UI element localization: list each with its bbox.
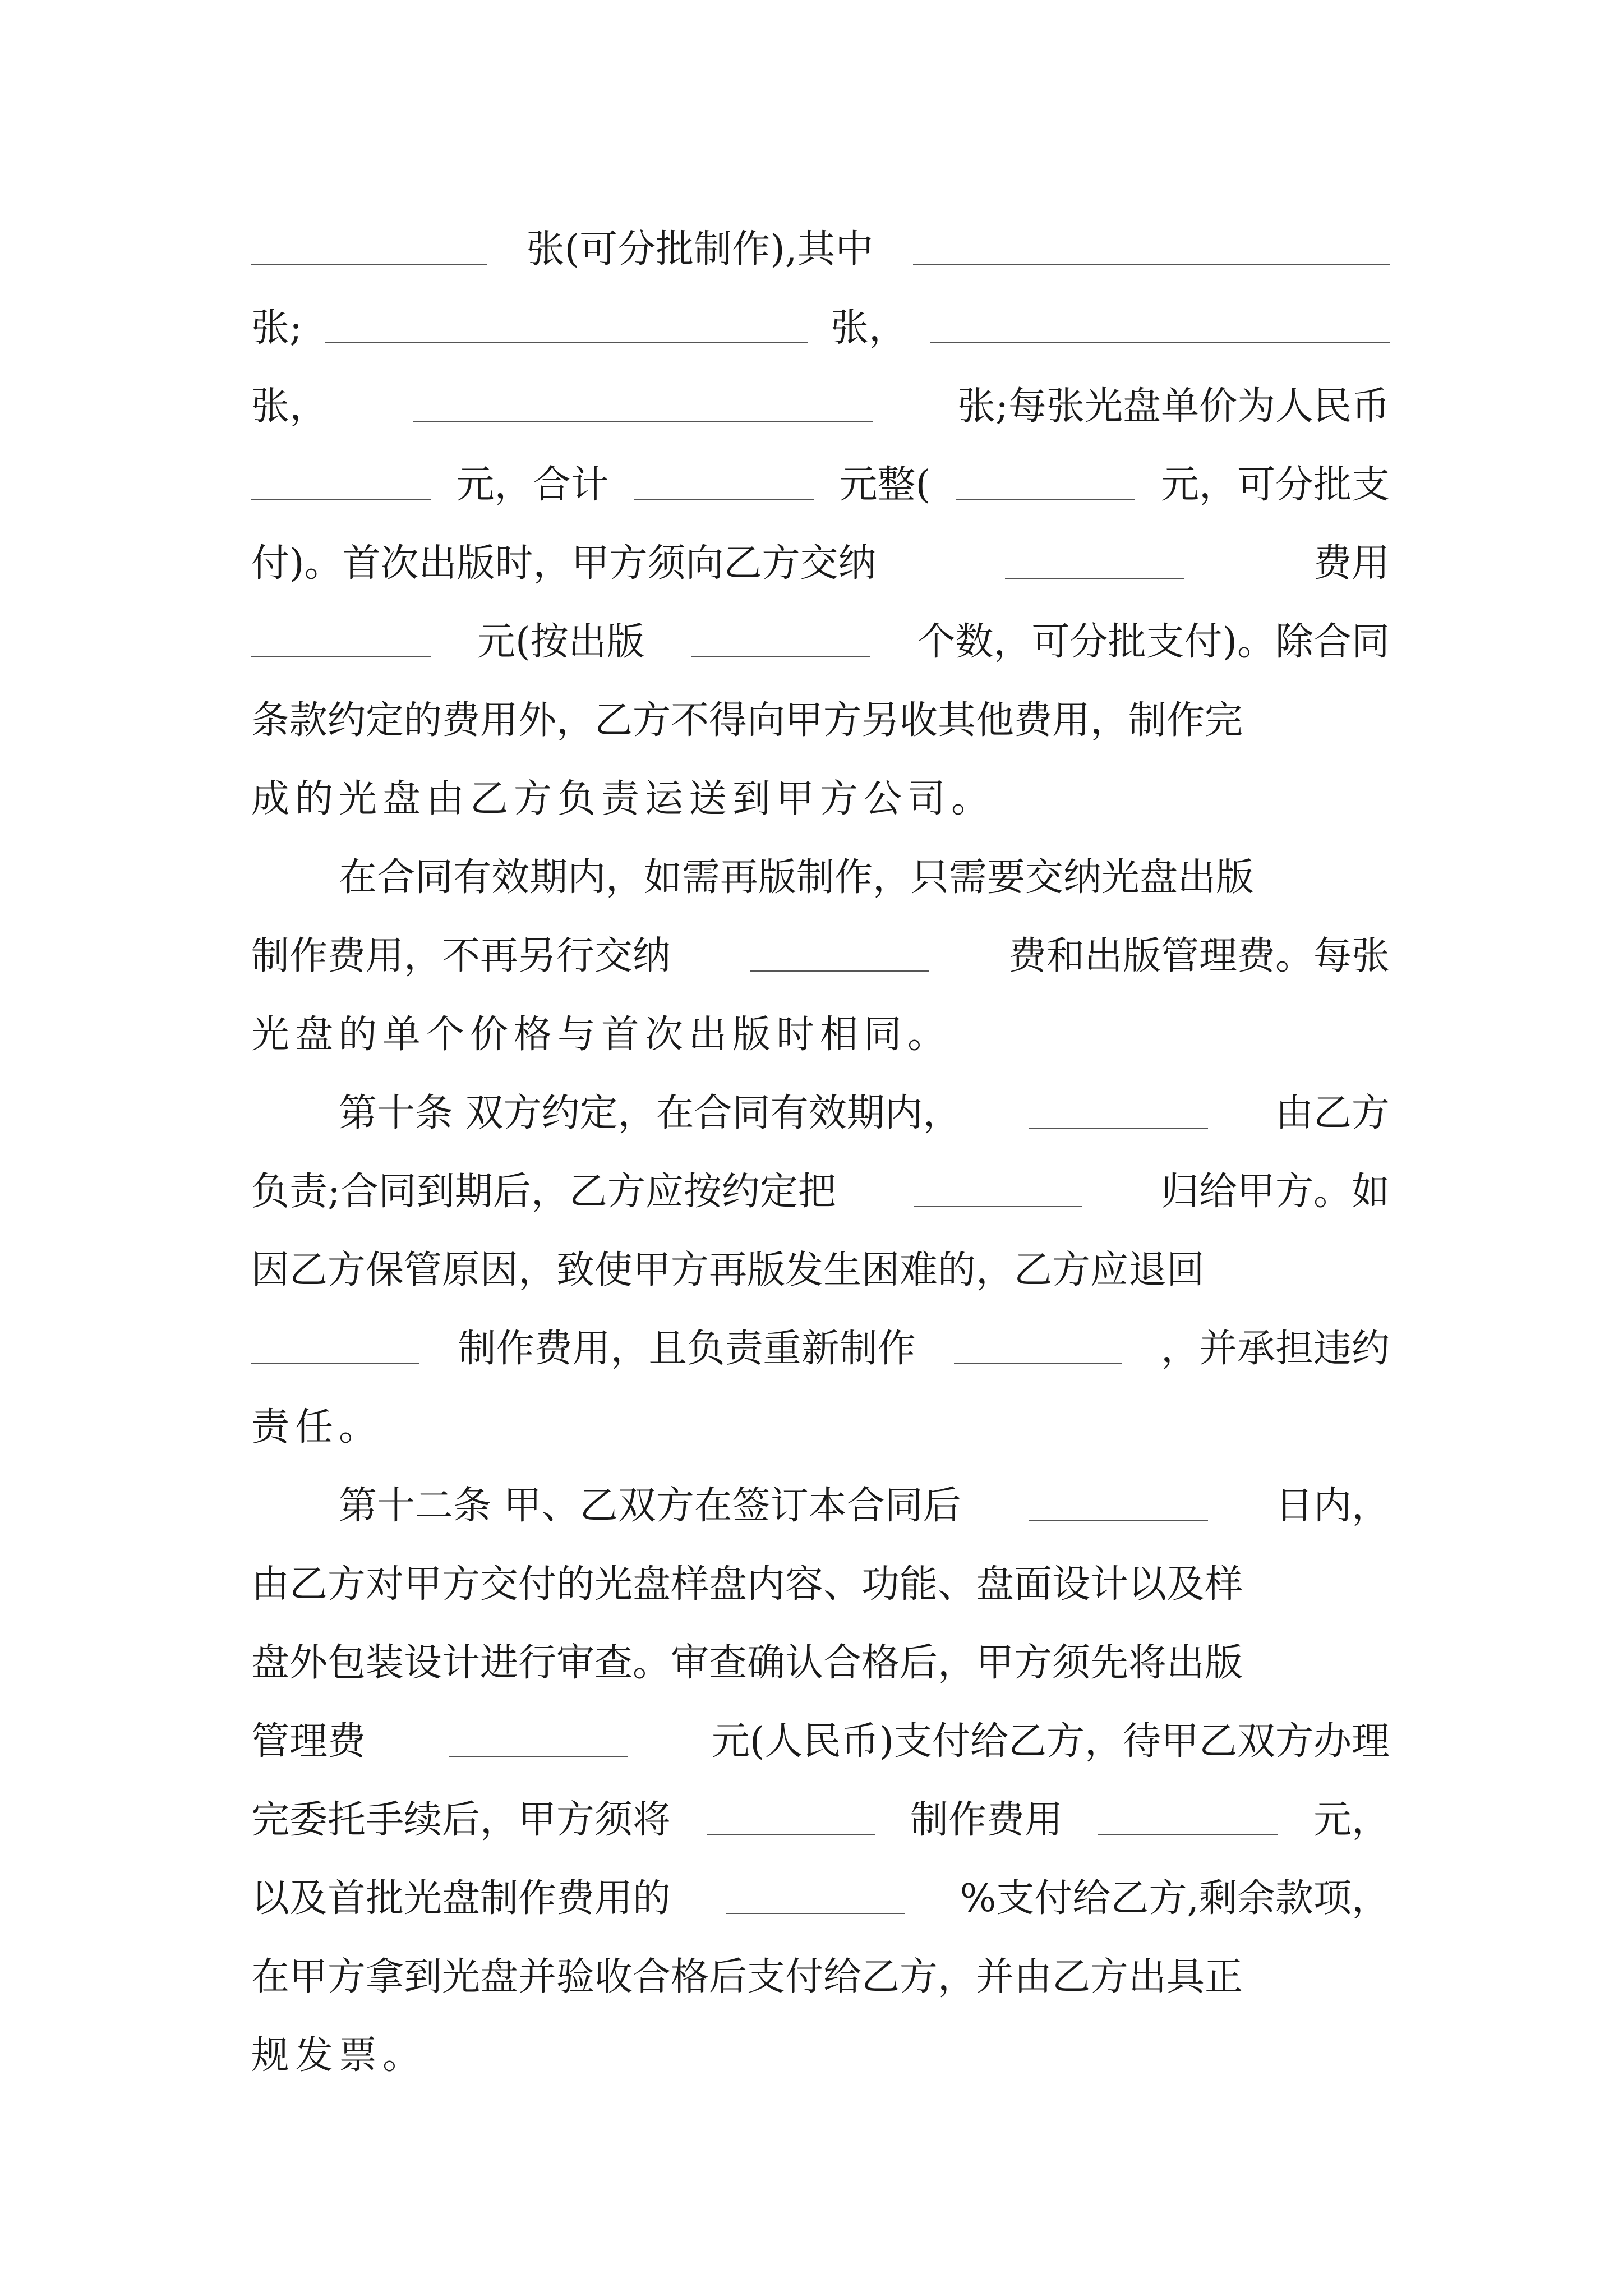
text-line — [251, 1777, 1390, 1856]
text-line — [251, 1149, 1390, 1227]
text-span: 张(可分批制作),其中 — [526, 227, 874, 272]
text-span: 制作费用，且负责重新制作 — [458, 1326, 916, 1371]
fill-blank — [750, 970, 929, 972]
text-line — [251, 1384, 1390, 1463]
text-span: 日内， — [1275, 1483, 1390, 1528]
text-line — [251, 2013, 1390, 2091]
fill-blank — [1029, 1128, 1208, 1129]
fill-blank — [251, 499, 431, 500]
text-span: 元，可分批支 — [1160, 462, 1390, 507]
text-span: 成的光盘由乙方负责运送到甲方公司。 — [251, 776, 995, 821]
fill-blank — [251, 656, 431, 657]
text-span: 完委托手续后，甲方须将 — [251, 1797, 671, 1842]
text-span: 由乙方 — [1275, 1091, 1390, 1135]
fill-blank — [634, 499, 814, 500]
text-span: 张， — [830, 305, 907, 350]
text-line — [251, 913, 1390, 992]
fill-blank — [956, 499, 1135, 500]
text-span: 元整( — [839, 462, 930, 507]
text-span: 由乙方对甲方交付的光盘样盘内容、功能、盘面设计以及样 — [251, 1562, 1243, 1607]
text-span: 第十条 双方约定，在合同有效期内， — [339, 1091, 961, 1135]
text-span: 张;每张光盘单价为人民币 — [957, 384, 1390, 429]
fill-blank — [913, 264, 1390, 265]
text-line — [251, 756, 1390, 835]
text-line — [251, 521, 1390, 599]
text-span: 管理费 — [251, 1719, 366, 1764]
text-span: 责任。 — [251, 1405, 383, 1450]
text-span: 以及首批光盘制作费用的 — [251, 1876, 671, 1921]
text-span: 因乙方保管原因，致使甲方再版发生困难的，乙方应退回 — [251, 1248, 1205, 1292]
fill-blank — [930, 342, 1390, 343]
text-span: 归给甲方。如 — [1160, 1169, 1390, 1214]
text-span: 元(人民币)支付给乙方，待甲乙双方办理 — [711, 1719, 1390, 1764]
fill-blank — [251, 1363, 419, 1364]
text-line — [251, 1227, 1390, 1306]
text-span: ，并承担违约 — [1160, 1326, 1390, 1371]
fill-blank — [251, 264, 487, 265]
text-span: %支付给乙方,剩余款项， — [960, 1876, 1390, 1921]
text-line — [251, 1306, 1390, 1384]
text-line — [251, 678, 1390, 756]
fill-blank — [325, 342, 808, 343]
paragraph-start — [251, 1463, 1390, 1542]
fill-blank — [707, 1834, 875, 1835]
text-span: 个数，可分批支付)。除合同 — [917, 619, 1390, 664]
text-span: 张， — [251, 384, 328, 429]
text-line — [251, 206, 1390, 285]
text-span: 元， — [1313, 1797, 1390, 1842]
text-line — [251, 599, 1390, 678]
text-line — [251, 285, 1390, 364]
text-span: 在合同有效期内，如需再版制作，只需要交纳光盘出版 — [339, 855, 1255, 900]
text-span: 光盘的单个价格与首次出版时相同。 — [251, 1012, 952, 1057]
fill-blank — [726, 1913, 905, 1914]
text-span: 元(按出版 — [477, 619, 645, 664]
text-line — [251, 442, 1390, 521]
text-span: 元，合计 — [456, 462, 609, 507]
text-span: 费和出版管理费。每张 — [1008, 933, 1390, 978]
text-line — [251, 1856, 1390, 1934]
fill-blank — [449, 1756, 628, 1757]
fill-blank — [1029, 1520, 1208, 1521]
text-span: 负责;合同到期后，乙方应按约定把 — [251, 1169, 836, 1214]
text-line — [251, 1699, 1390, 1777]
fill-blank — [1098, 1834, 1278, 1835]
text-span: 制作费用 — [910, 1797, 1063, 1842]
fill-blank — [413, 421, 873, 422]
text-line — [251, 1542, 1390, 1620]
paragraph-start — [251, 835, 1390, 913]
text-span: 条款约定的费用外，乙方不得向甲方另收其他费用，制作完 — [251, 698, 1243, 743]
text-span: 第十二条 甲、乙双方在签订本合同后 — [339, 1483, 961, 1528]
fill-blank — [691, 656, 870, 657]
fill-blank — [914, 1206, 1082, 1207]
text-span: 张; — [251, 305, 302, 350]
text-span: 盘外包装设计进行审查。审查确认合格后，甲方须先将出版 — [251, 1640, 1243, 1685]
paragraph-start — [251, 1070, 1390, 1149]
text-span: 付)。首次出版时，甲方须向乙方交纳 — [251, 541, 877, 586]
fill-blank — [954, 1363, 1122, 1364]
text-span: 规发票。 — [251, 2033, 427, 2078]
text-line — [251, 1934, 1390, 2013]
text-span: 制作费用，不再另行交纳 — [251, 933, 671, 978]
text-line — [251, 1620, 1390, 1699]
text-span: 在甲方拿到光盘并验收合格后支付给乙方，并由乙方出具正 — [251, 1954, 1243, 1999]
text-line — [251, 364, 1390, 442]
fill-blank — [1005, 578, 1184, 579]
text-line — [251, 992, 1390, 1070]
text-span: 费用 — [1313, 541, 1390, 586]
